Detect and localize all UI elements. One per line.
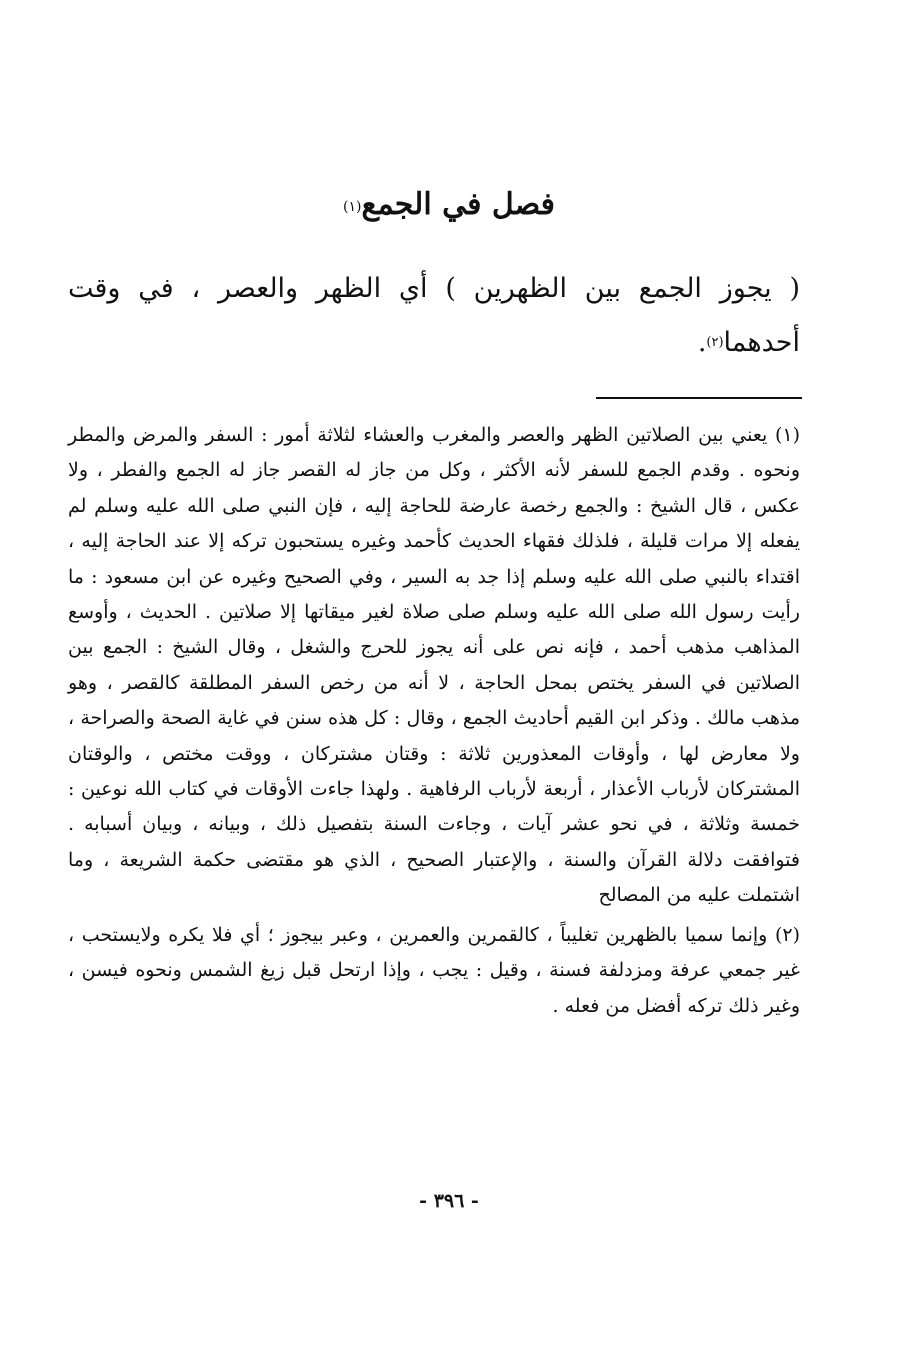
chapter-title <box>0 180 898 230</box>
footnote-1: (١) يعني بين الصلاتين الظهر والعصر والمغرب والعشاء لثلاثة أمور : السفر والمرض والمطر ونحوه . وقدم الجمع للسفر لأنه الأكثر ، وكل من جاز له القصر جاز له الجمع والفطر ، ولا عكس ، قال الشيخ : والجمع رخصة عارضة للحاجة إليه ، فإن النبي صلى الله عليه وسلم لم يفعله إلا مرات قليلة ، فلذلك فقهاء الحديث كأحمد وغيره يستحبون تركه إلا عند الحاجة إليه ، اقتداء بالنبي صلى الله عليه وسلم إذا جد به السير ، وفي الصحيح وغيره عن ابن مسعود : ما رأيت رسول الله صلى الله عليه وسلم صلى صلاة لغير ميقاتها إلا صلاتين . الحديث ، وأوسع المذاهب مذهب أحمد ، فإنه نص على أنه يجوز للحرج والشغل ، وقال الشيخ : الجمع بين الصلاتين في السفر يختص بمحل الحاجة ، لا أنه من رخص السفر المطلقة كالقصر ، وهو مذهب مالك . وذكر ابن القيم أحاديث الجمع ، وقال : كل هذه سنن في غاية الصحة والصراحة ، ولا معارض لها ، وأوقات المعذورين ثلاثة : وقتان مشتركان ، ووقت مختص ، والوقتان المشتركان لأرباب الأعذار ، أربعة لأرباب الرفاهية . ولهذا جاءت الأوقات في كتاب الله نوعين : خمسة وثلاثة ، في نحو عشر آيات ، وجاءت السنة بتفصيل ذلك ، وبيانه ، وبيان أسبابه . فتوافقت دلالة القرآن والسنة ، والإعتبار الصحيح ، الذي هو مقتضى حكمة الشريعة ، وما اشتملت عليه من المصالح <box>68 424 800 907</box>
main-text <box>68 262 800 370</box>
main-text-body: ( يجوز الجمع بين الظهرين ) أي الظهر والعصر ، في وقت أحدهما <box>68 273 800 358</box>
footnote-divider <box>596 397 802 399</box>
footnotes <box>68 418 800 1024</box>
chapter-title-text: فصل في الجمع <box>361 187 555 222</box>
page-number: - ٣٩٦ - <box>419 1190 479 1212</box>
chapter-footnote-marker: (١) <box>343 199 362 215</box>
footnote-2: (٢) وإنما سميا بالظهرين تغليباً ، كالقمرين والعمرين ، وعبر بيجوز ؛ أي فلا يكره ولايستحب ، غير جمعي عرفة ومزدلفة فسنة ، وقيل : يجب ، وإذا ارتحل قبل زيغ الشمس ونحوه فيسن ، وغير ذلك تركه أفضل من فعله . <box>68 923 800 1017</box>
main-text-end: . <box>697 327 707 358</box>
main-footnote-marker: (٢) <box>706 335 724 350</box>
